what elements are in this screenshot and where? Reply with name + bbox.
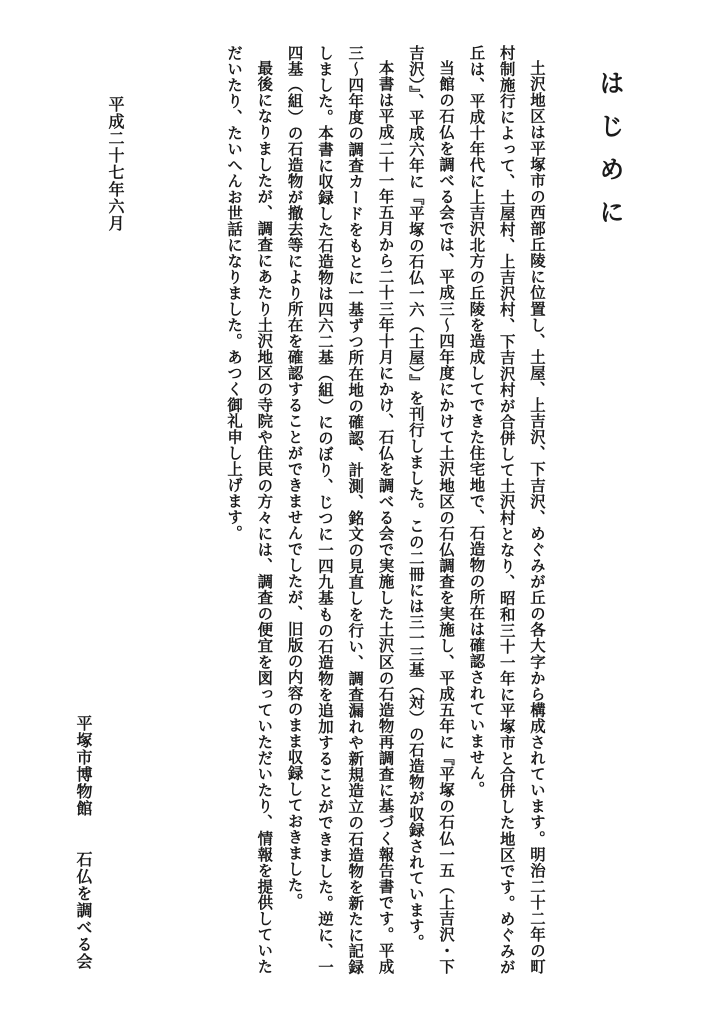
paragraph-3: 本書は平成二十一年五月から二十三年十月にかけ、石仏を調べる会で実施した土沢区の石造物再調査に基づく報告書です。平成三～四年度の調査カードをもとに一基ずつ所在地の確認、計測、銘文の見直しを行い、調査漏れや新規造立の石造物を新たに記録しました。本書に収録した石造物は四六二基（組）にのぼり、じつに一四九基もの石造物を追加することができました。逆に、一四基（組）の石造物が撤去等により所在を確認することができませんでしたが、旧版の内容のまま収録しておきました。 — [285, 45, 395, 975]
paragraph-4: 最後になりましたが、調査にあたり土沢地区の寺院や住民の方々には、調査の便宜を図っていただいたり、情報を提供していただいたり、たいへんお世話になりました。あつく御礼申し上げます。 — [225, 45, 274, 975]
signature-org: 平塚市博物館 — [74, 715, 93, 817]
signature — [68, 715, 98, 975]
page-title: はじめに — [596, 70, 625, 242]
paragraph-1: 土沢地区は平塚市の西部丘陵に位置し、土屋、上吉沢、下吉沢、めぐみが丘の各大字から構成されています。明治二十二年の町村制施行によって、土屋村、上吉沢村、下吉沢村が合併して土沢村となり、昭和三十一年に平塚市と合併した地区です。めぐみが丘は、平成十年代に上吉沢北方の丘陵を造成してできた住宅地で、石造物の所在は確認されていません。 — [467, 45, 546, 975]
date-line: 平成二十七年六月 — [106, 96, 125, 232]
paragraph-2: 当館の石仏を調べる会では、平成三～四年度にかけて土沢地区の石仏調査を実施し、平成五年に『平塚の石仏一五（上吉沢・下吉沢）』、平成六年に『平塚の石仏一六（土屋）』を刊行しました。この二冊には三一三基（対）の石造物が収録されています。 — [406, 45, 456, 975]
signature-group: 石仏を調べる会 — [74, 851, 93, 970]
body-text — [219, 45, 552, 975]
